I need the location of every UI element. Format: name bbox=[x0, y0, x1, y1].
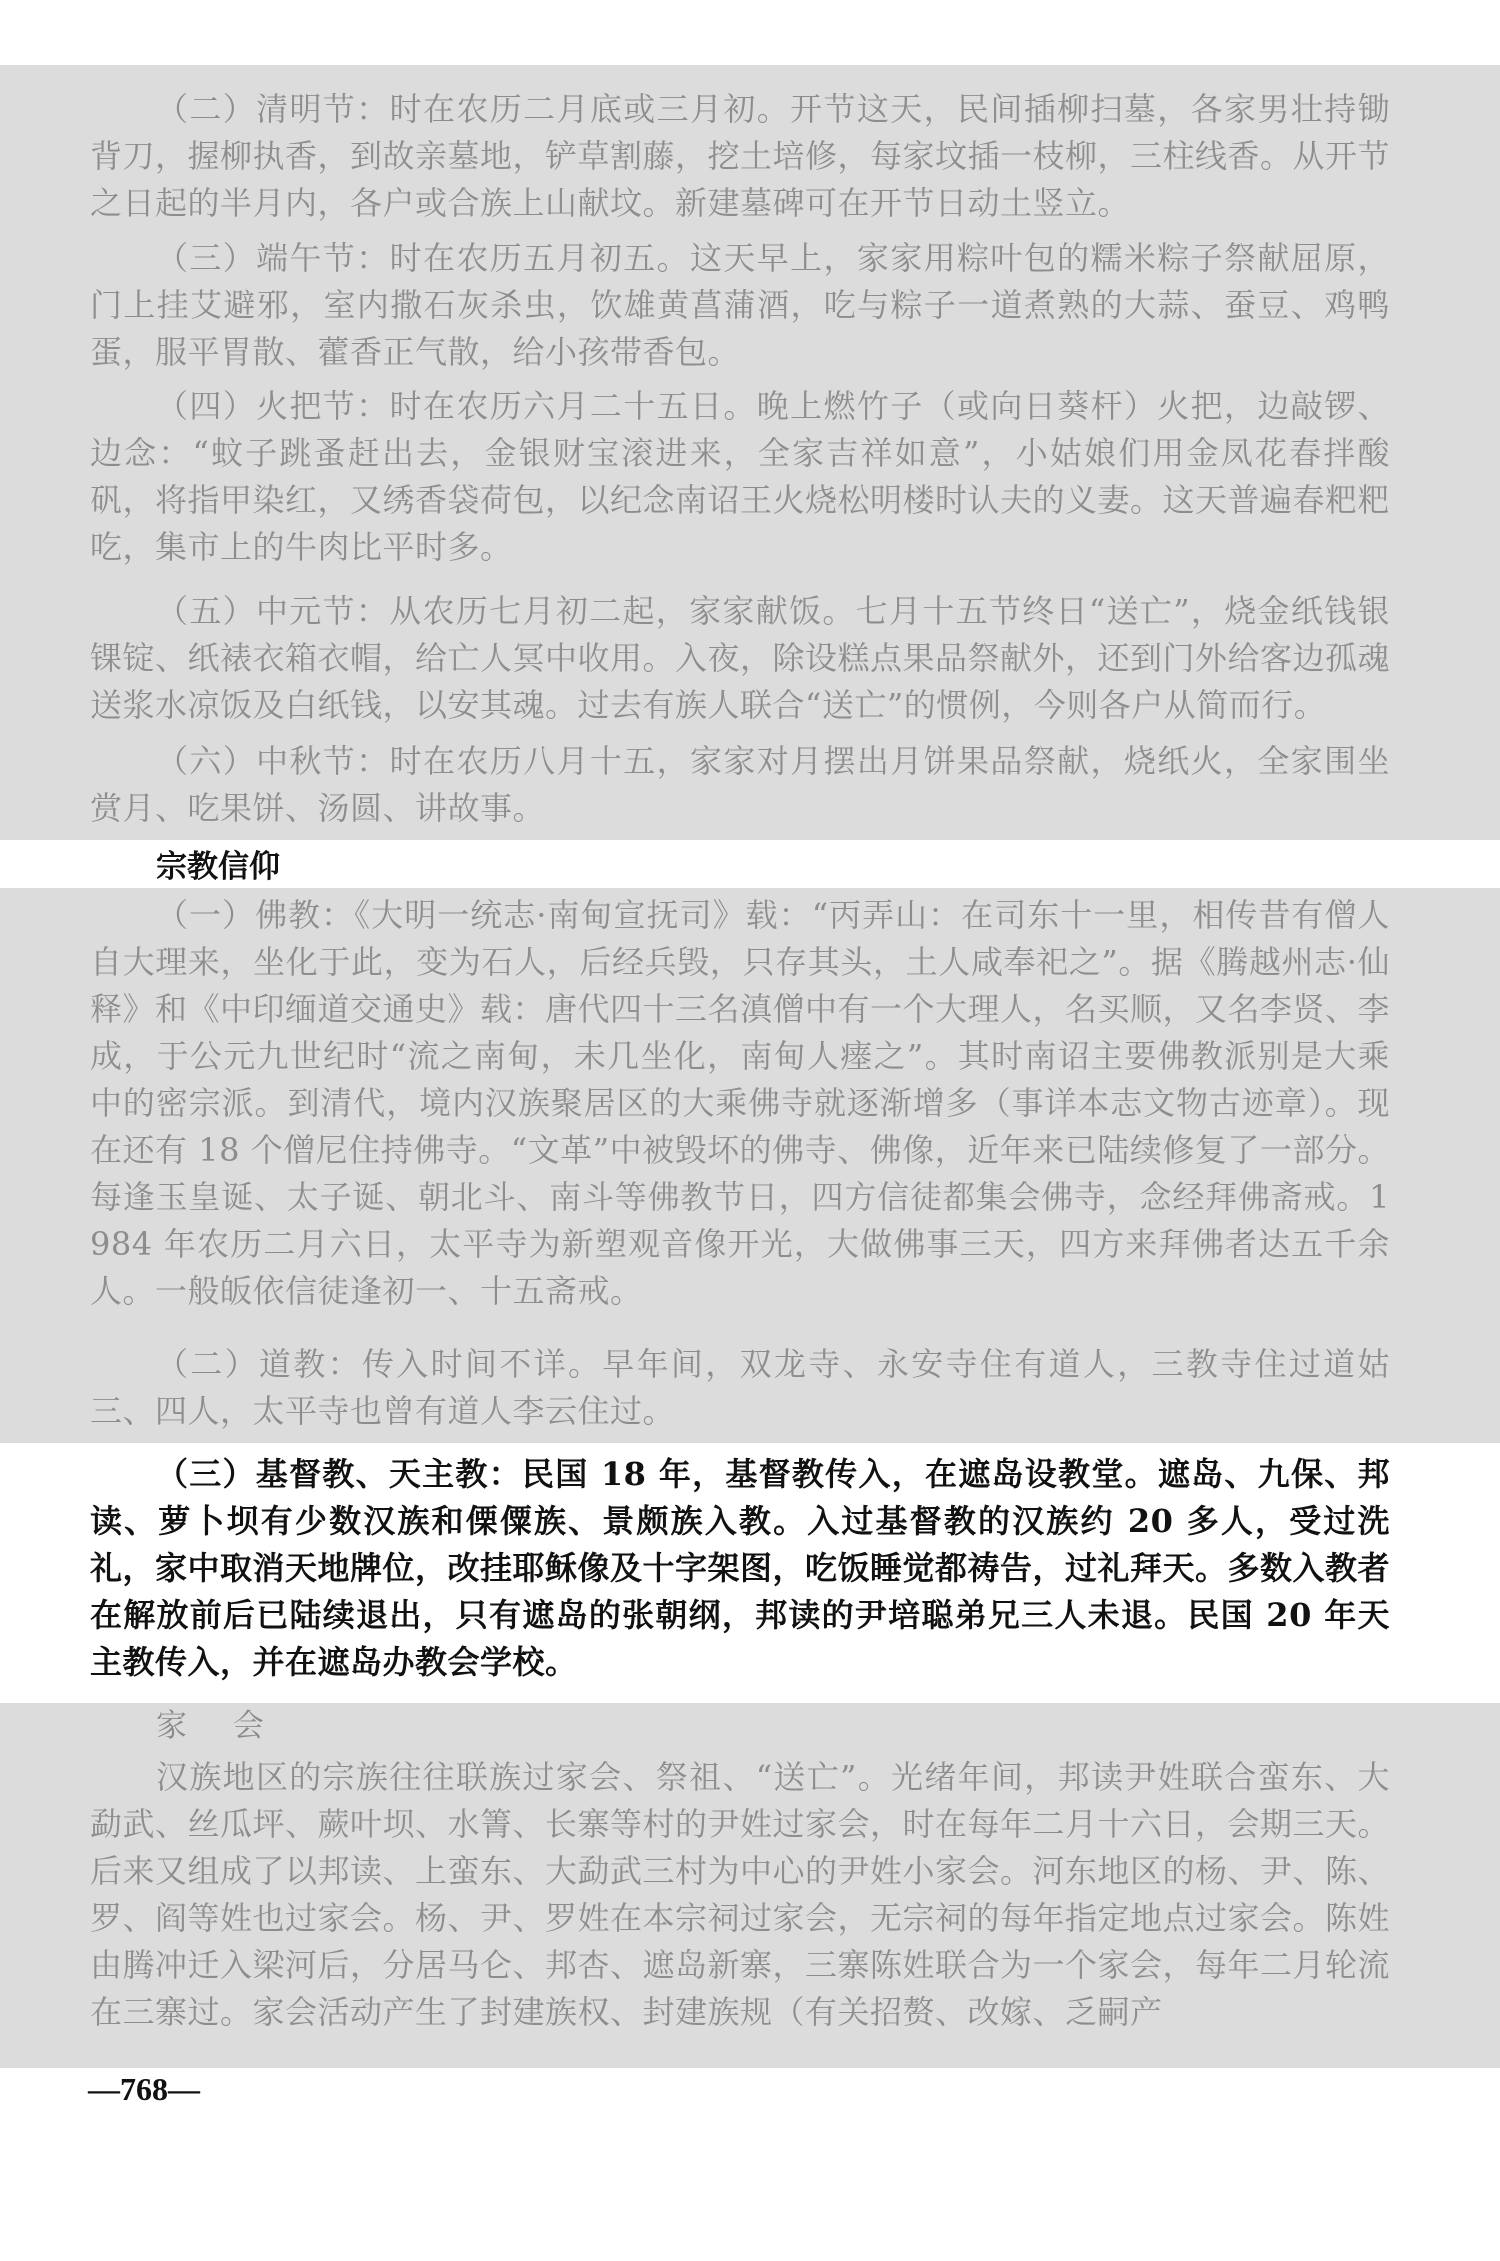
paragraph-torch-festival: （四）火把节：时在农历六月二十五日。晚上燃竹子（或向日葵杆）火把，边敲锣、边念：“蚊子跳蚤赶出去，金银财宝滚进来，全家吉祥如意”，小姑娘们用金凤花春拌酸矾，将指甲染红，又绣香袋荷包，以纪念南诏王火烧松明楼时认夫的义妻。这天普遍春粑粑吃，集市上的牛肉比平时多。 bbox=[90, 387, 1391, 566]
paragraph-christianity-catholicism: （三）基督教、天主教：民国 18 年，基督教传入，在遮岛设教堂。遮岛、九保、邦读、萝卜坝有少数汉族和傈僳族、景颇族入教。入过基督教的汉族约 20 多人，受过洗礼，家中取消天地牌位，改挂耶稣像及十字架图，吃饭睡觉都祷告，过礼拜天。多数入教者在解放前后已陆续退出，只有遮岛的张朝纲，邦读的尹培聪弟兄三人未退。民国 20 年天主教传入，并在遮岛办教会学校。 bbox=[90, 1455, 1391, 1681]
page-number: —768— bbox=[88, 2071, 200, 2107]
paragraph-mid-autumn-festival: （六）中秋节：时在农历八月十五，家家对月摆出月饼果品祭献，烧纸火，全家围坐赏月、吃果饼、汤圆、讲故事。 bbox=[90, 742, 1390, 827]
paragraph-qingming-festival: （二）清明节：时在农历二月底或三月初。开节这天，民间插柳扫墓，各家男壮持锄背刀，握柳执香，到故亲墓地，铲草割藤，挖土培修，每家坟插一枝柳，三柱线香。从开节之日起的半月内，各户或合族上山献坟。新建墓碑可在开节日动土竖立。 bbox=[90, 90, 1391, 222]
paragraph-taoism: （二）道教：传入时间不详。早年间，双龙寺、永安寺住有道人，三教寺住过道姑三、四人，太平寺也曾有道人李云住过。 bbox=[90, 1345, 1390, 1430]
paragraph-buddhism: （一）佛教：《大明一统志·南甸宣抚司》载：“丙弄山：在司东十一里，相传昔有僧人自大理来，坐化于此，变为石人，后经兵毁，只存其头，土人咸奉祀之”。据《腾越州志·仙释》和《中印缅道交通史》载：唐代四十三名滇僧中有一个大理人，名买顺，又名李贤、李成，于公元九世纪时“流之南甸，未几坐化，南甸人瘗之”。其时南诏主要佛教派别是大乘中的密宗派。到清代，境内汉族聚居区的大乘佛寺就逐渐增多（事详本志文物古迹章）。现在还有 18 个僧尼住持佛寺。“文革”中被毁坏的佛寺、佛像，近年来已陆续修复了一部分。每逢玉皇诞、太子诞、朝北斗、南斗等佛教节日，四方信徒都集会佛寺，念经拜佛斋戒。1984 年农历二月六日，太平寺为新塑观音像开光，大做佛事三天，四方来拜佛者达五千余人。一般皈依信徒逢初一、十五斋戒。 bbox=[90, 896, 1391, 1310]
paragraph-ghost-festival: （五）中元节：从农历七月初二起，家家献饭。七月十五节终日“送亡”，烧金纸钱银锞锭、纸裱衣箱衣帽，给亡人冥中收用。入夜，除设糕点果品祭献外，还到门外给客边孤魂送浆水凉饭及白纸钱，以安其魂。过去有族人联合“送亡”的惯例，今则各户从简而行。 bbox=[90, 592, 1391, 724]
section-heading-clan-gathering: 家 会 bbox=[156, 1708, 282, 1744]
section-heading-religion: 宗教信仰 bbox=[156, 849, 280, 885]
paragraph-dragon-boat-festival: （三）端午节：时在农历五月初五。这天早上，家家用粽叶包的糯米粽子祭献屈原，门上挂艾避邪，室内撒石灰杀虫，饮雄黄菖蒲酒，吃与粽子一道煮熟的大蒜、蚕豆、鸡鸭蛋，服平胃散、藿香正气散，给小孩带香包。 bbox=[90, 239, 1390, 371]
paragraph-clan-gathering: 汉族地区的宗族往往联族过家会、祭祖、“送亡”。光绪年间，邦读尹姓联合蛮东、大勐武、丝瓜坪、蕨叶坝、水箐、长寨等村的尹姓过家会，时在每年二月十六日，会期三天。后来又组成了以邦读、上蛮东、大勐武三村为中心的尹姓小家会。河东地区的杨、尹、陈、罗、阎等姓也过家会。杨、尹、罗姓在本宗祠过家会，无宗祠的每年指定地点过家会。陈姓由腾冲迁入梁河后，分居马仑、邦杏、遮岛新寨，三寨陈姓联合为一个家会，每年二月轮流在三寨过。家会活动产生了封建族权、封建族规（有关招赘、改嫁、乏嗣产 bbox=[90, 1758, 1391, 2031]
